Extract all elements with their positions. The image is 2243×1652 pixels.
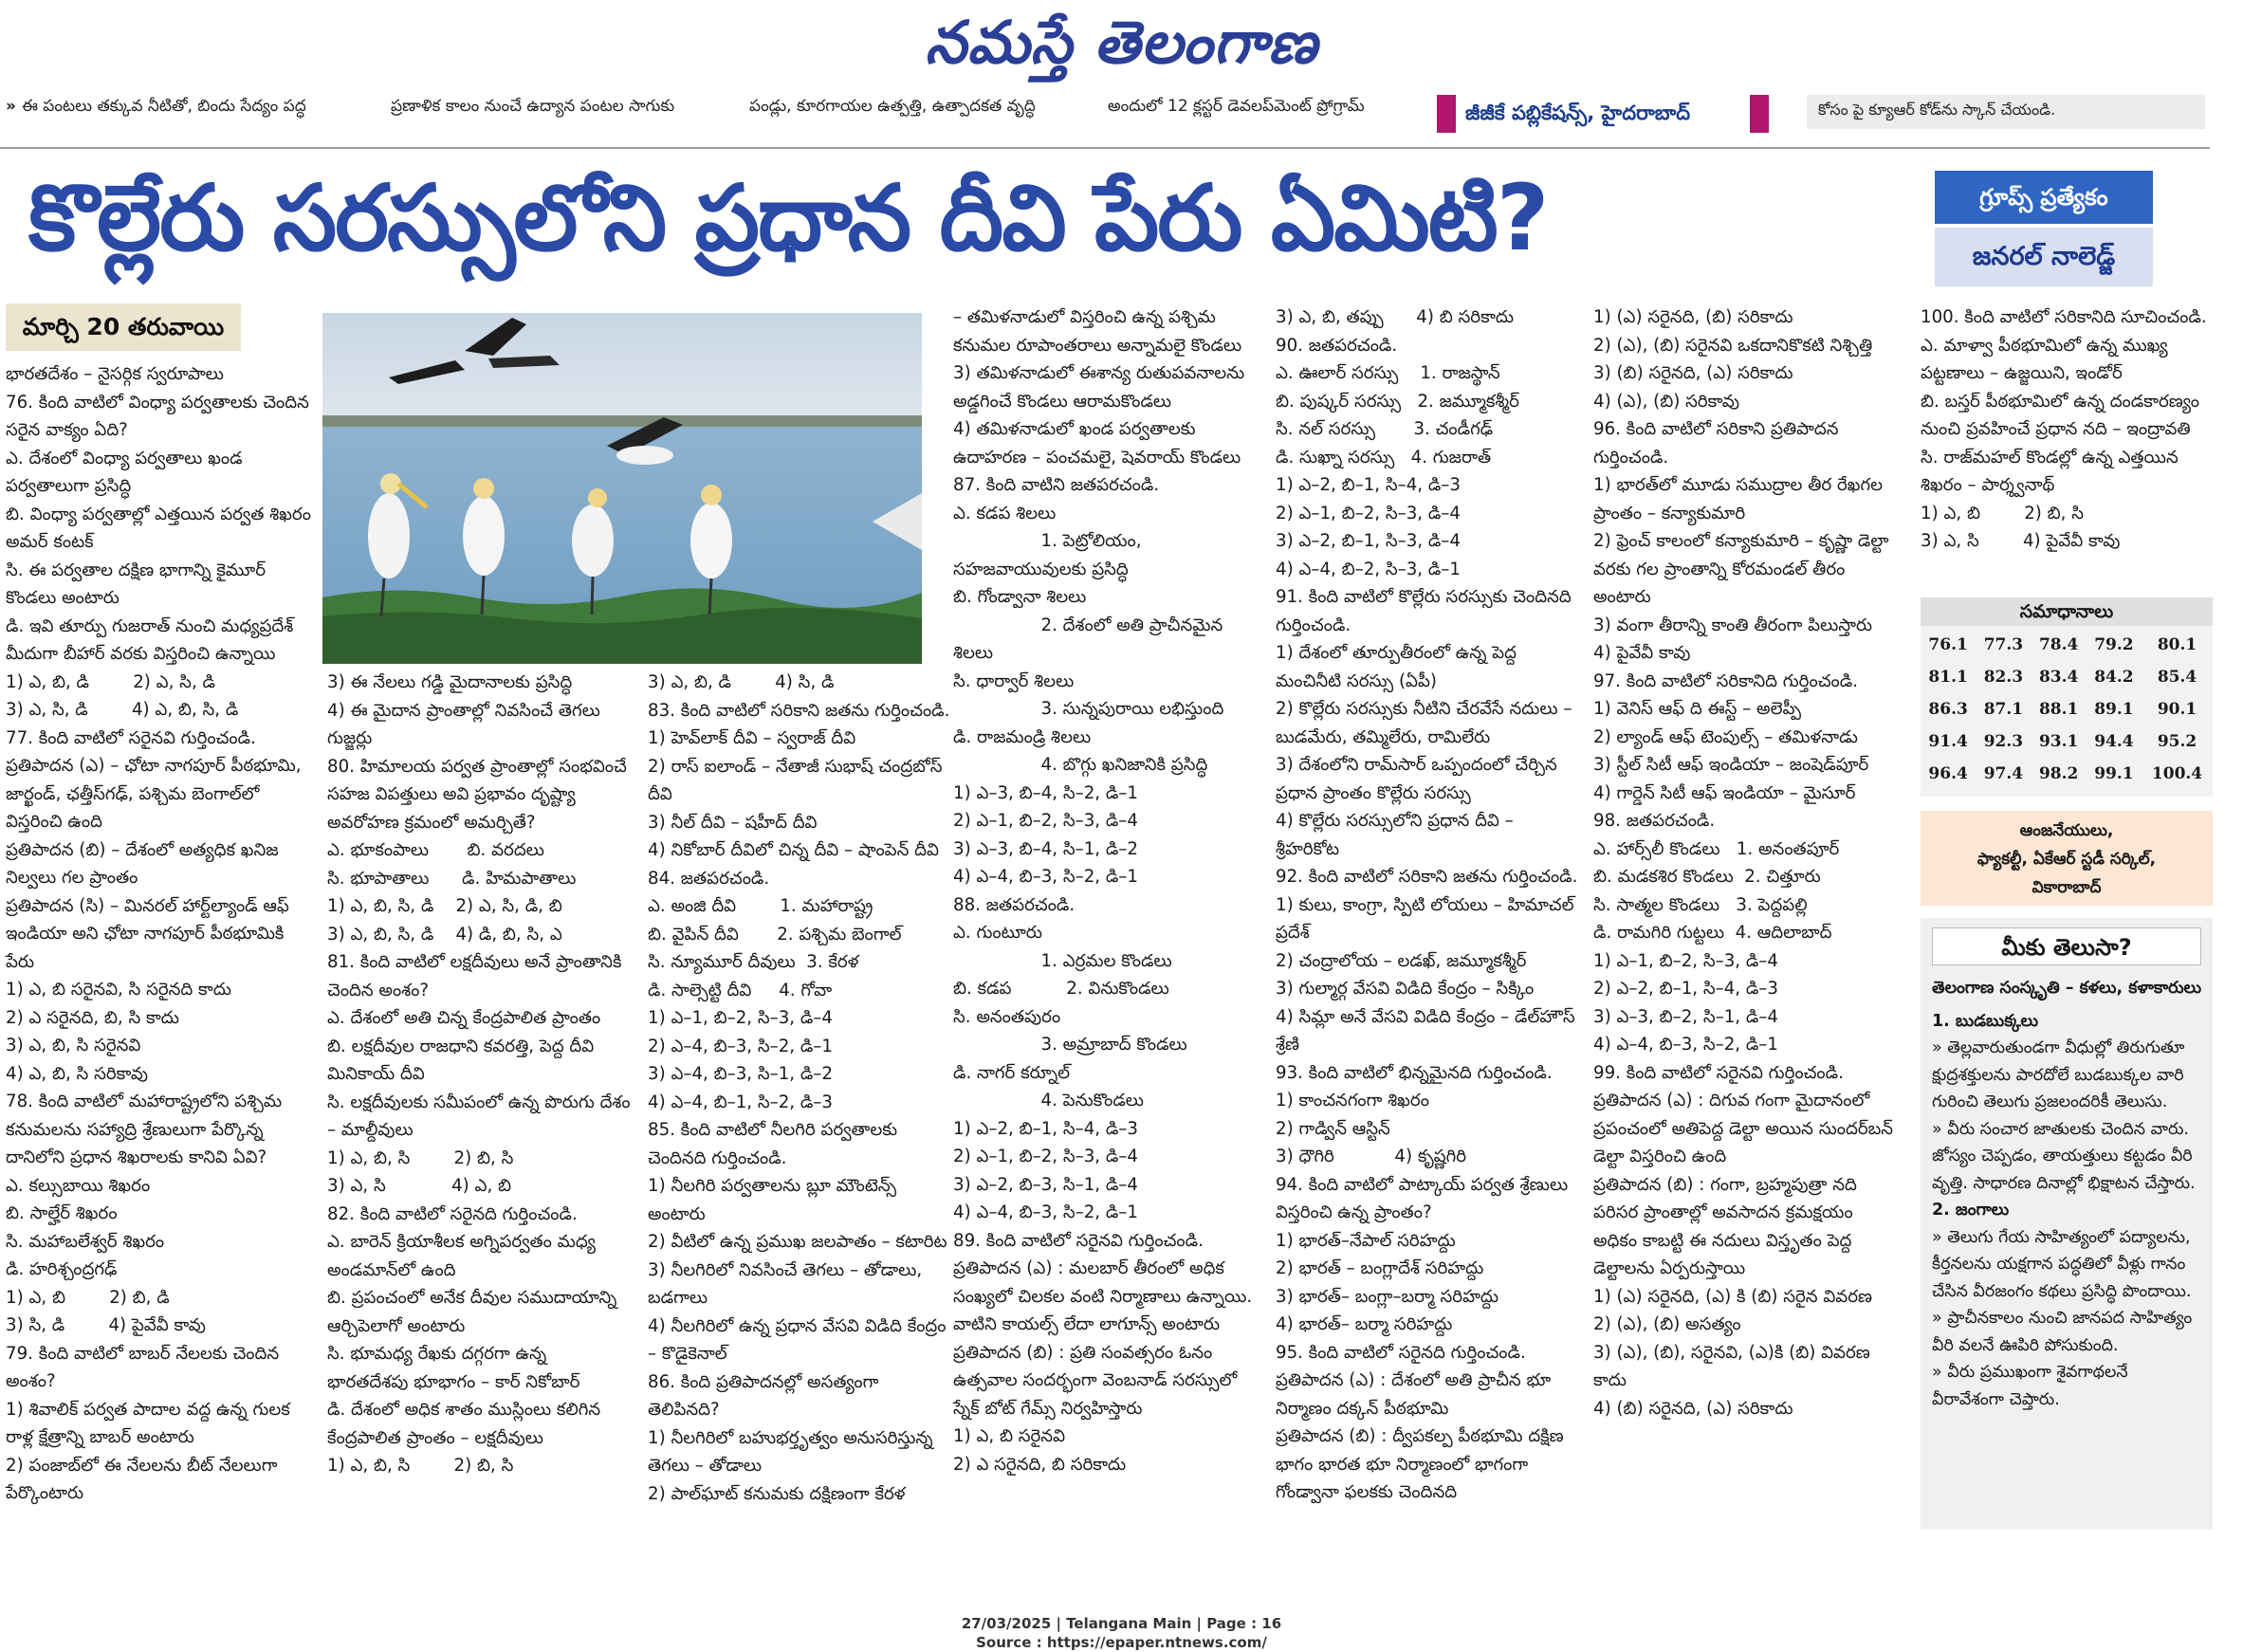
- answer-cell: 96.4: [1928, 764, 1968, 783]
- article-column-3: [648, 669, 951, 1579]
- lake-birds-illustration: [322, 313, 922, 664]
- answer-cell: 93.1: [2038, 732, 2079, 751]
- answer-row: [1921, 626, 2213, 658]
- strip-item-2[interactable]: ప్రణాళిక కాలం నుంచే ఉద్యాన పంటల సాగుకు: [391, 97, 675, 116]
- page-headline: కొల్లేరు సరస్సులోని ప్రధాన దీవి పేరు ఏమిటి?: [28, 165, 1548, 271]
- author-credit: [1921, 811, 2213, 906]
- answer-cell: 82.3: [1983, 668, 2024, 687]
- did-you-know-line: » వీరు ప్రముఖంగా శైవగాథలనే వీరావేశంగా చెప్తారు.: [1932, 1363, 2128, 1409]
- did-you-know-title: మీకు తెలుసా?: [1932, 927, 2201, 965]
- article-column-2: [327, 669, 631, 1579]
- did-you-know-line: » ప్రాచీనకాలం నుంచి జానపద సాహిత్యం వీరి వలనే ఊపిరి పోసుకుంది.: [1932, 1309, 2193, 1355]
- answer-cell: 95.2: [2157, 732, 2197, 751]
- article-column-1: [6, 360, 311, 1574]
- column-text: 3) ఈ నేలలు గడ్డి మైదానాలకు ప్రసిద్ధి 4) ఈ మైదాన ప్రాంతాల్లో నివసించే తెగలు గుజ్జర్లు 80. హిమాలయ పర్వత ప్రాంతాల్లో సంభవించే సహజ విపత్తులు అవి ప్రభావం దృష్ట్యా అవరోహణ క్రమంలో అమర్చితే? ఎ. భూకంపాలు బి. వరదలు సి. భూపాతాలు డి. హిమపాతాలు 1) ఎ, బి, సి, డి 2) ఎ, సి, డి, బి 3) ఎ, బి, సి, డి 4) డి, బి, సి, ఎ 81. కింది వాటిలో లక్షదీవులు అనే ప్రాంతానికి చెందిన అంశం? ఎ. దేశంలో అతి చిన్న కేంద్రపాలిత ప్రాంతం బి. లక్షదీవుల రాజధాని కవరత్తి, పెద్ద దీవి మినికాయ్ దీవి సి. లక్షదీవులకు సమీపంలో ఉన్న పొరుగు దేశం – మాల్దీవులు 1) ఎ, బి, సి 2) బి, సి 3) ఎ, సి 4) ఎ, బి 82. కింది వాటిలో సరైనది గుర్తించండి. ఎ. బారెన్ క్రియాశీలక అగ్నిపర్వతం మధ్య అండమాన్‌లో ఉంది బి. ప్రపంచంలో అనేక దీవుల సముదాయాన్ని ఆర్చిపెలాగో అంటారు సి. భూమధ్య రేఖకు దగ్గరగా ఉన్న భారతదేశపు భూభాగం – కార్ నికోబార్ డి. దేశంలో అధిక శాతం ముస్లింలు కలిగిన కేంద్రపాలిత ప్రాంతం – లక్షదీవులు 1) ఎ, బి, సి 2) బి, సి: [327, 672, 631, 1476]
- answer-cell: 78.4: [2038, 635, 2079, 654]
- publisher-banner[interactable]: జీజీకే పబ్లికేషన్స్, హైదరాబాద్: [1437, 95, 1769, 133]
- answer-cell: 77.3: [1983, 635, 2024, 654]
- answer-row: [1921, 690, 2213, 723]
- answer-row: [1921, 658, 2213, 690]
- painted-storks-photo: [322, 313, 922, 664]
- answer-cell: 99.1: [2094, 764, 2134, 783]
- did-you-know-line: » వీరు సంచార జాతులకు చెందిన వారు. జోస్యం చెప్పడం, తాయత్తులు కట్టడం వీరి వృత్తి. సాధారణ దినాల్లో భిక్షాటన చేస్తారు.: [1932, 1119, 2196, 1193]
- column-text: 3) ఎ, బి, డి 4) సి, డి 83. కింది వాటిలో సరికాని జతను గుర్తించండి. 1) హెవ్‌లాక్ దీవి – స్వరాజ్ దీవి 2) రాస్ ఐలాండ్ – నేతాజీ సుభాష్ చంద్రబోస్ దీవి 3) నీల్ దీవి – షహీద్ దీవి 4) నికోబార్ దీవిలో చిన్న దీవి – షాంపెన్ దీవి 84. జతపరచండి. ఎ. అంజి దీవి 1. మహారాష్ట్ర బి. వైపిన్ దీవి 2. పశ్చిమ బెంగాల్ సి. న్యూమూర్ దీవులు 3. కేరళ డి. సాల్సెట్టి దీవి 4. గోవా 1) ఎ–1, బి–2, సి–3, డి–4 2) ఎ–4, బి–3, సి–2, డి–1 3) ఎ–4, బి–3, సి–1, డి–2 4) ఎ–4, బి–1, సి–2, డి–3 85. కింది వాటిలో నీలగిరి పర్వతాలకు చెందినది గుర్తించండి. 1) నీలగిరి పర్వతాలను బ్లూ మౌంటెన్స్ అంటారు 2) వీటిలో ఉన్న ప్రముఖ జలపాతం – కటారిట 3) నీలగిరిలో నివసించే తెగలు – తోడాలు, బడగాలు 4) నీలగిరిలో ఉన్న ప్రధాన వేసవి విడిది కేంద్రం – కొడైకెనాల్ 86. కింది ప్రతిపాదనల్లో అసత్యంగా తెలిపినది? 1) నీలగిరిలో బహుభర్తృత్వం అనుసరిస్తున్న తెగలు – తోడాలు 2) పాల్‌ఘాట్ కనుమకు దక్షిణంగా కేరళ: [648, 672, 950, 1504]
- answer-cell: 91.4: [1928, 732, 1968, 751]
- answer-cell: 81.1: [1928, 668, 1968, 687]
- strip-item-3[interactable]: పండ్లు, కూరగాయల ఉత్పత్తి, ఉత్పాదకత వృద్ధి: [749, 97, 1036, 116]
- answer-cell: 76.1: [1928, 635, 1968, 654]
- answer-row: [1921, 723, 2213, 755]
- answers-header: సమాధానాలు: [1921, 597, 2213, 626]
- article-column-5: [1276, 303, 1579, 1574]
- answer-cell: 79.2: [2094, 635, 2134, 654]
- continuation-label: మార్చి 20 తరువాయి: [6, 303, 241, 351]
- footer-date: 27/03/2025 | Telangana Main | Page : 16: [961, 1615, 1282, 1632]
- did-you-know-subtitle: తెలంగాణ సంస్కృతి – కళలు, కళాకారులు: [1932, 979, 2202, 998]
- column-text: 1) (ఎ) సరైనది, (బి) సరికాదు 2) (ఎ), (బి) సరైనవి ఒకదానికొకటి నిశ్చిత్తి 3) (బి) సరైనది, (ఎ) సరికాదు 4) (ఎ), (బి) సరికావు 96. కింది వాటిలో సరికాని ప్రతిపాదన గుర్తించండి. 1) భారత్‌లో మూడు సముద్రాల తీర రేఖగల ప్రాంతం – కన్యాకుమారి 2) ఫ్రెంచ్ కాలంలో కన్యాకుమారి – కృష్ణా డెల్టా వరకు గల ప్రాంతాన్ని కోరమండల్ తీరం అంటారు 3) వంగా తీరాన్ని కాంతి తీరంగా పిలుస్తారు 4) పైవేవీ కావు 97. కింది వాటిలో సరికానిది గుర్తించండి. 1) వెనిస్ ఆఫ్ ది ఈస్ట్ – అలెప్పీ 2) ల్యాండ్ ఆఫ్ టెంపుల్స్ – తమిళనాడు 3) స్టీల్ సిటీ ఆఫ్ ఇండియా – జంషెడ్‌పూర్ 4) గార్డెన్ సిటీ ఆఫ్ ఇండియా – మైసూర్ 98. జతపరచండి. ఎ. హార్స్‌లీ కొండలు 1. అనంతపూర్ బి. మడకశిర కొండలు 2. చిత్తూరు సి. సాత్మల కొండలు 3. పెద్దపల్లి డి. రామగిరి గుట్టలు 4. ఆదిలాబాద్ 1) ఎ–1, బి–2, సి–3, డి–4 2) ఎ–2, బి–1, సి–4, డి–3 3) ఎ–3, బి–2, సి–1, డి–4 4) ఎ–4, బి–3, సి–2, డి–1 99. కింది వాటిలో సరైనవి గుర్తించండి. ప్రతిపాదన (ఎ) : దిగువ గంగా మైదానంలో ప్రపంచంలో అతిపెద్ద డెల్టా అయిన సుందర్‌బన్ డెల్టా విస్తరించి ఉంది ప్రతిపాదన (బి) : గంగా, బ్రహ్మపుత్రా నది పరిసర ప్రాంతాల్లో అవసాదన క్రమక్షయం అధికం కాబట్టి ఈ నదులు విస్తృతం పెద్ద డెల్టాలను ఏర్పరుస్తాయి 1) (ఎ) సరైనది, (ఎ) కి (బి) సరైన వివరణ 2) (ఎ), (బి) అసత్యం 3) (ఎ), (బి), సరైనవి, (ఎ)కి (బి) వివరణ కాదు 4) (బి) సరైనది, (ఎ) సరికాదు: [1593, 307, 1894, 1419]
- answer-cell: 90.1: [2157, 700, 2197, 719]
- answers-table: [1921, 626, 2213, 797]
- did-you-know-line: » తెల్లవారుతుండగా వీధుల్లో తిరుగుతూ క్షుద్రశక్తులను పారదోలే బుడబుక్కల వారి గురించి తెలుగు ప్రజలందరికీ తెలుసు.: [1932, 1038, 2185, 1111]
- masthead-logo: నమస్తే తెలంగాణ: [925, 8, 1318, 77]
- answer-cell: 84.2: [2094, 668, 2134, 687]
- page-footer: [0, 1614, 2243, 1652]
- answer-cell: 80.1: [2157, 635, 2197, 654]
- answer-cell: 86.3: [1928, 700, 1968, 719]
- did-you-know-line: 2. జంగాలు: [1932, 1201, 2010, 1220]
- did-you-know-line: 1. బుడబుక్కలు: [1932, 1011, 2039, 1031]
- answer-cell: 97.4: [1983, 764, 2024, 783]
- strip-item-1[interactable]: [6, 97, 366, 125]
- answer-cell: 88.1: [2038, 700, 2079, 719]
- strip-text: ఈ పంటలు తక్కువ నీటితో, బిందు సేద్యం పద్ధ: [21, 97, 306, 116]
- section-tag-groups: గ్రూప్స్ ప్రత్యేకం: [1935, 171, 2153, 224]
- author-location: వికారాబాద్: [2032, 878, 2102, 897]
- divider: [0, 147, 2210, 149]
- answer-cell: 94.4: [2094, 732, 2134, 751]
- article-column-4: [953, 303, 1257, 1574]
- column-text: 3) ఎ, బి, తప్పు 4) బి సరికాదు 90. జతపరచండి. ఎ. ఊలార్ సరస్సు 1. రాజస్థాన్ బి. పుష్కర్ సరస్సు 2. జమ్మూకశ్మీర్ సి. నల్ సరస్సు 3. చండీగఢ్ డి. సుఖ్నా సరస్సు 4. గుజరాత్ 1) ఎ–2, బి–1, సి–4, డి–3 2) ఎ–1, బి–2, సి–3, డి–4 3) ఎ–2, బి–1, సి–3, డి–4 4) ఎ–4, బి–2, సి–3, డి–1 91. కింది వాటిలో కొల్లేరు సరస్సుకు చెందినది గుర్తించండి. 1) దేశంలో తూర్పుతీరంలో ఉన్న పెద్ద మంచినీటి సరస్సు (ఏపీ) 2) కొల్లేరు సరస్సుకు నీటిని చేరవేసే నదులు – బుడమేరు, తమ్మిలేరు, రామిలేరు 3) దేశంలోని రామ్‌సార్ ఒప్పందంలో చేర్చిన ప్రధాన ప్రాంతం కొల్లేరు సరస్సు 4) కొల్లేరు సరస్సులోని ప్రధాన దీవి – శ్రీహరికోట 92. కింది వాటిలో సరికాని జతను గుర్తించండి. 1) కులు, కాంగ్రా, స్పిటి లోయలు – హిమాచల్ ప్రదేశ్ 2) చంద్రాలోయ – లడఖ్, జమ్మూకశ్మీర్ 3) గుల్మార్గ వేసవి విడిది కేంద్రం – సిక్కిం 4) సిమ్లా అనే వేసవి విడిది కేంద్రం – డేల్‌హౌస్ శ్రేణి 93. కింది వాటిలో భిన్నమైనది గుర్తించండి. 1) కాంచనగంగా శిఖరం 2) గాడ్విన్ ఆస్టిన్ 3) ధౌగిరి 4) కృష్ణగిరి 94. కింది వాటిలో పాట్కాయ్ పర్వత శ్రేణులు విస్తరించి ఉన్న ప్రాంతం? 1) భారత్–నేపాల్ సరిహద్దు 2) భారత్ – బంగ్లాదేశ్ సరిహద్దు 3) భారత్– బంగ్లా–బర్మా సరిహద్దు 4) భారత్– బర్మా సరిహద్దు 95. కింది వాటిలో సరైనది గుర్తించండి. ప్రతిపాదన (ఎ) : దేశంలో అతి ప్రాచీన భూ నిర్మాణం దక్కన్ పీఠభూమి ప్రతిపాదన (బి) : ద్వీపకల్ప పీఠభూమి దక్షిణ భాగం భారత భూ నిర్మాణంలో భాగంగా గోండ్వానా ఫలకకు చెందినది: [1276, 307, 1578, 1502]
- author-affiliation: ఫ్యాకల్టీ, ఏకేఆర్ స్టడీ సర్కిల్,: [1976, 850, 2157, 869]
- section-tag-gk: జనరల్ నాలెడ్జ్: [1935, 228, 2153, 286]
- answer-cell: 98.2: [2038, 764, 2079, 783]
- answer-cell: 89.1: [2094, 700, 2134, 719]
- answer-row: [1921, 755, 2213, 787]
- did-you-know-line: » తెలుగు గేయ సాహిత్యంలో పద్యాలను, కీర్తనలను యక్షగాన పద్ధతిలో వీళ్లు గానం చేసిన వీరజంగం కథలు ప్రసిద్ధి పొందాయి.: [1932, 1227, 2192, 1301]
- answer-cell: 92.3: [1983, 732, 2024, 751]
- column-text: 100. కింది వాటిలో సరికానిది సూచించండి. ఎ. మాళ్వా పీఠభూమిలో ఉన్న ముఖ్య పట్టణాలు – ఉజ్జయిని, ఇండోర్ బి. బస్తర్ పీఠభూమిలో ఉన్న దండకారణ్యం నుంచి ప్రవహించే ప్రధాన నది – ఇంద్రావతి సి. రాజ్‌మహల్ కొండల్లో ఉన్న ఎత్తయిన శిఖరం – పార్శ్వనాథ్ 1) ఎ, బి 2) బి, సి 3) ఎ, సి 4) పైవేవీ కావు: [1921, 307, 2207, 551]
- qr-note: కోసం పై క్యూఆర్ కోడ్‌ను స్కాన్ చేయండి.: [1807, 95, 2205, 129]
- answer-cell: 83.4: [2038, 668, 2079, 687]
- answer-cell: 85.4: [2157, 668, 2197, 687]
- column-text: భారతదేశం – నైసర్గిక స్వరూపాలు 76. కింది వాటిలో వింధ్యా పర్వతాలకు చెందిన సరైన వాక్యం ఏది? ఎ. దేశంలో వింధ్యా పర్వతాలు ఖండ పర్వతాలుగా ప్రసిద్ధి బి. వింధ్యా పర్వతాల్లో ఎత్తయిన పర్వత శిఖరం అమర్ కంటక్ సి. ఈ పర్వతాల దక్షిణ భాగాన్ని కైమూర్ కొండలు అంటారు డి. ఇవి తూర్పు గుజరాత్ నుంచి మధ్యప్రదేశ్ మీదుగా బీహార్ వరకు విస్తరించి ఉన్నాయి 1) ఎ, బి, డి 2) ఎ, సి, డి 3) ఎ, సి, డి 4) ఎ, బి, సి, డి 77. కింది వాటిలో సరైనవి గుర్తించండి. ప్రతిపాదన (ఎ) – ఛోటా నాగపూర్ పీఠభూమి, జార్ఖండ్, ఛత్తీస్‌గఢ్, పశ్చిమ బెంగాల్‌లో విస్తరించి ఉంది ప్రతిపాదన (బి) – దేశంలో అత్యధిక ఖనిజ నిల్వలు గల ప్రాంతం ప్రతిపాదన (సి) – మినరల్ హార్ట్‌ల్యాండ్ ఆఫ్ ఇండియా అని ఛోటా నాగపూర్ పీఠభూమికి పేరు 1) ఎ, బి సరైనవి, సి సరైనది కాదు 2) ఎ సరైనది, బి, సి కాదు 3) ఎ, బి, సి సరైనవి 4) ఎ, బి, సి సరికావు 78. కింది వాటిలో మహారాష్ట్రలోని పశ్చిమ కనుమలను సహ్యాద్రి శ్రేణులుగా పేర్కొన్న దానిలోని ప్రధాన శిఖరాలకు కానివి ఏవి? ఎ. కల్సుబాయి శిఖరం బి. సాల్హేర్ శిఖరం సి. మహాబలేశ్వర్ శిఖరం డి. హరిశ్చంద్రగఢ్ 1) ఎ, బి 2) బి, డి 3) సి, డి 4) పైవేవీ కావు 79. కింది వాటిలో బాబర్ నేలలకు చెందిన అంశం? 1) శివాలిక్ పర్వత పాదాల వద్ద ఉన్న గులక రాళ్ల క్షేత్రాన్ని బాబర్ అంటారు 2) పంజాబ్‌లో ఈ నేలలను బీట్ నేలలుగా పేర్కొంటారు: [6, 364, 311, 1503]
- answer-cell: 100.4: [2151, 764, 2203, 783]
- did-you-know-body: [1932, 1008, 2201, 1414]
- footer-source[interactable]: Source : https://epaper.ntnews.com/: [976, 1634, 1267, 1651]
- author-name: ఆంజనేయులు,: [2019, 821, 2114, 840]
- column-text: – తమిళనాడులో విస్తరించి ఉన్న పశ్చిమ కనుమల రూపాంతరాలు అన్నామలై కొండలు 3) తమిళనాడులో ఈశాన్య రుతుపవనాలను అడ్డగించే కొండలు ఆరామకొండలు 4) తమిళనాడులో ఖండ పర్వతాలకు ఉదాహరణ – పంచమలై, షెవరాయ్ కొండలు 87. కింది వాటిని జతపరచండి. ఎ. కడప శిలలు 1. పెట్రోలియం, సహజవాయువులకు ప్రసిద్ధి బి. గోండ్వానా శిలలు 2. దేశంలో అతి ప్రాచీనమైన శిలలు సి. ధార్వార్ శిలలు 3. సున్నపురాయి లభిస్తుంది డి. రాజమండ్రి శిలలు 4. బొగ్గు ఖనిజానికి ప్రసిద్ధి 1) ఎ–3, బి–4, సి–2, డి–1 2) ఎ–1, బి–2, సి–3, డి–4 3) ఎ–3, బి–4, సి–1, డి–2 4) ఎ–4, బి–3, సి–2, డి–1 88. జతపరచండి. ఎ. గుంటూరు 1. ఎర్రమల కొండలు బి. కడప 2. వినుకొండలు సి. అనంతపురం 3. అమ్రాబాద్ కొండలు డి. నాగర్ కర్నూల్ 4. పెనుకొండలు 1) ఎ–2, బి–1, సి–4, డి–3 2) ఎ–1, బి–2, సి–3, డి–4 3) ఎ–2, బి–3, సి–1, డి–4 4) ఎ–4, బి–3, సి–2, డి–1 89. కింది వాటిలో సరైనవి గుర్తించండి. ప్రతిపాదన (ఎ) : మలబార్ తీరంలో అధిక సంఖ్యలో చిలకల వంటి నిర్మాణాలు ఉన్నాయి. వాటిని కాయల్స్ లేదా లాగూన్స్ అంటారు ప్రతిపాదన (బి) : ప్రతి సంవత్సరం ఓనం ఉత్సవాల సందర్భంగా వెంబనాడ్ సరస్సులో స్నేక్ బోట్ గేమ్స్ నిర్వహిస్తారు 1) ఎ, బి సరైనవి 2) ఎ సరైనది, బి సరికాదు: [953, 307, 1253, 1475]
- strip-item-4[interactable]: అందులో 12 క్లస్టర్ డెవలప్‌మెంట్ ప్రోగ్రామ్: [1108, 97, 1365, 116]
- answer-cell: 87.1: [1983, 700, 2024, 719]
- arrow-icon: »: [6, 97, 16, 116]
- article-column-6: [1593, 303, 1899, 1574]
- article-column-7: [1921, 303, 2215, 588]
- did-you-know-box: [1921, 918, 2213, 1530]
